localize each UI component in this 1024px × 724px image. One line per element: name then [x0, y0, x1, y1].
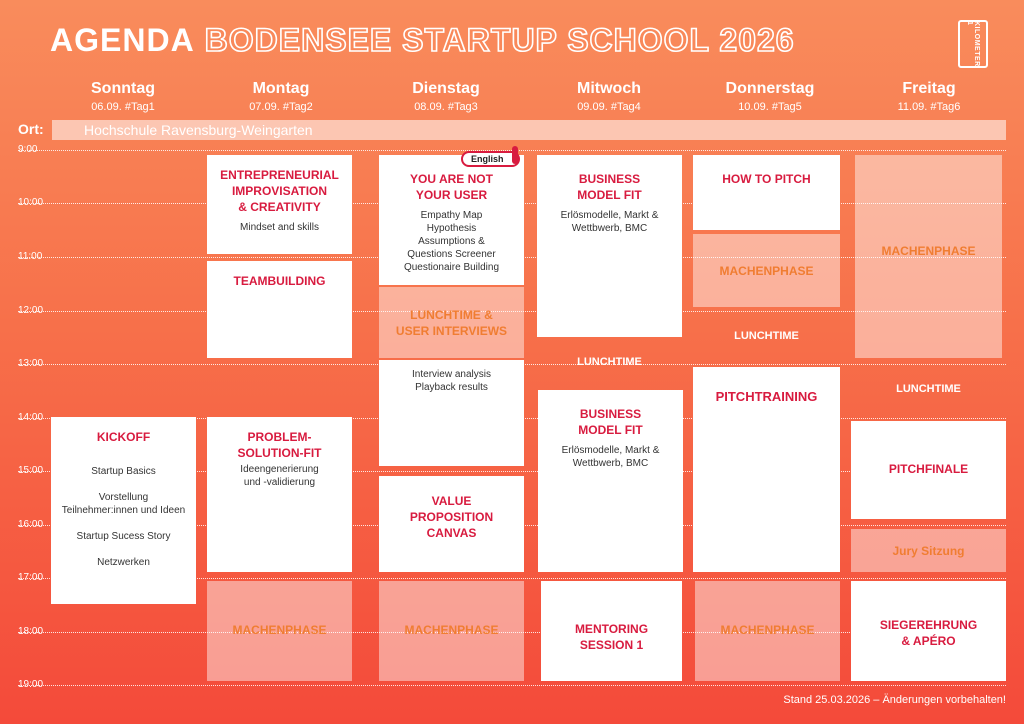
session-machenphase-do-1[interactable]: MACHENPHASE	[693, 234, 840, 307]
session-pitchfinale[interactable]: PITCHFINALE	[851, 421, 1006, 519]
location-value: Hochschule Ravensburg-Weingarten	[84, 122, 313, 138]
session-business-model-fit-2[interactable]: BUSINESS MODEL FIT Erlösmodelle, Markt & Wettbwerb, BMC	[538, 390, 683, 572]
day-header-montag: Montag 07.09. #Tag2	[249, 80, 313, 113]
session-you-are-not-your-user[interactable]: YOU ARE NOT YOUR USER Empathy Map Hypothesis Assumptions & Questions Screener Questionaire Building	[379, 155, 524, 285]
session-lunch-interviews[interactable]: LUNCHTIME & USER INTERVIEWS	[379, 287, 524, 358]
session-machenphase-di[interactable]: MACHENPHASE	[379, 581, 524, 681]
session-machenphase-fr[interactable]: MACHENPHASE	[855, 155, 1002, 358]
day-header-donnerstag: Donnerstag 10.09. #Tag5	[725, 80, 815, 113]
session-interview-analysis[interactable]: Interview analysis Playback results	[379, 360, 524, 466]
day-header-dienstag: Dienstag 08.09. #Tag3	[412, 80, 480, 113]
session-machenphase-mo[interactable]: MACHENPHASE	[207, 581, 352, 681]
session-business-model-fit-1[interactable]: BUSINESS MODEL FIT Erlösmodelle, Markt & Wettbwerb, BMC	[537, 155, 682, 337]
kilometer-logo: KILOMETER 1	[958, 20, 988, 68]
session-pitchtraining[interactable]: PITCHTRAINING	[693, 367, 840, 572]
session-siegerehrung[interactable]: SIEGEREHRUNG & APÉRO	[851, 581, 1006, 681]
time-label: 19:00	[18, 679, 44, 690]
lunch-mi: LUNCHTIME	[577, 356, 642, 368]
hour-line	[18, 685, 1006, 686]
time-label: 15:00	[18, 465, 44, 476]
english-badge: English	[461, 151, 520, 167]
session-value-proposition-canvas[interactable]: VALUE PROPOSITION CANVAS	[379, 476, 524, 572]
time-label: 11:00	[18, 251, 43, 262]
day-header-sonntag: Sonntag 06.09. #Tag1	[91, 80, 155, 113]
lunch-do: LUNCHTIME	[734, 330, 799, 342]
session-kickoff[interactable]: KICKOFF Startup Basics Vorstellung Teilnehmer:innen und Ideen Startup Sucess Story Netzwerken	[51, 417, 196, 604]
time-label: 9:00	[18, 144, 38, 155]
time-label: 13:00	[18, 358, 44, 369]
time-label: 18:00	[18, 626, 44, 637]
day-header-freitag: Freitag 11.09. #Tag6	[897, 80, 961, 113]
session-jury-sitzung[interactable]: Jury Sitzung	[851, 529, 1006, 572]
session-machenphase-do-2[interactable]: MACHENPHASE	[695, 581, 840, 681]
session-mentoring[interactable]: MENTORING SESSION 1	[541, 581, 682, 681]
day-header-mitwoch: Mitwoch 09.09. #Tag4	[577, 80, 641, 113]
session-problem-solution-fit[interactable]: PROBLEM- SOLUTION-FIT Ideengenerierung und -validierung	[207, 417, 352, 572]
location-label: Ort:	[18, 121, 44, 137]
session-how-to-pitch[interactable]: HOW TO PITCH	[693, 155, 840, 230]
footer-note: Stand 25.03.2026 – Änderungen vorbehalten!	[783, 694, 1006, 706]
session-teambuilding[interactable]: TEAMBUILDING	[207, 261, 352, 358]
time-label: 17:00	[18, 572, 44, 583]
time-label: 14:00	[18, 412, 44, 423]
time-label: 10:00	[18, 197, 44, 208]
thermometer-icon	[512, 146, 518, 164]
location-bar	[52, 120, 1006, 140]
page-title: AGENDA BODENSEE STARTUP SCHOOL 2026	[50, 22, 795, 58]
time-label: 12:00	[18, 305, 44, 316]
time-label: 16:00	[18, 519, 44, 530]
session-improvisation[interactable]: ENTREPRENEURIAL IMPROVISATION & CREATIVITY Mindset and skills	[207, 155, 352, 254]
lunch-fr: LUNCHTIME	[896, 383, 961, 395]
